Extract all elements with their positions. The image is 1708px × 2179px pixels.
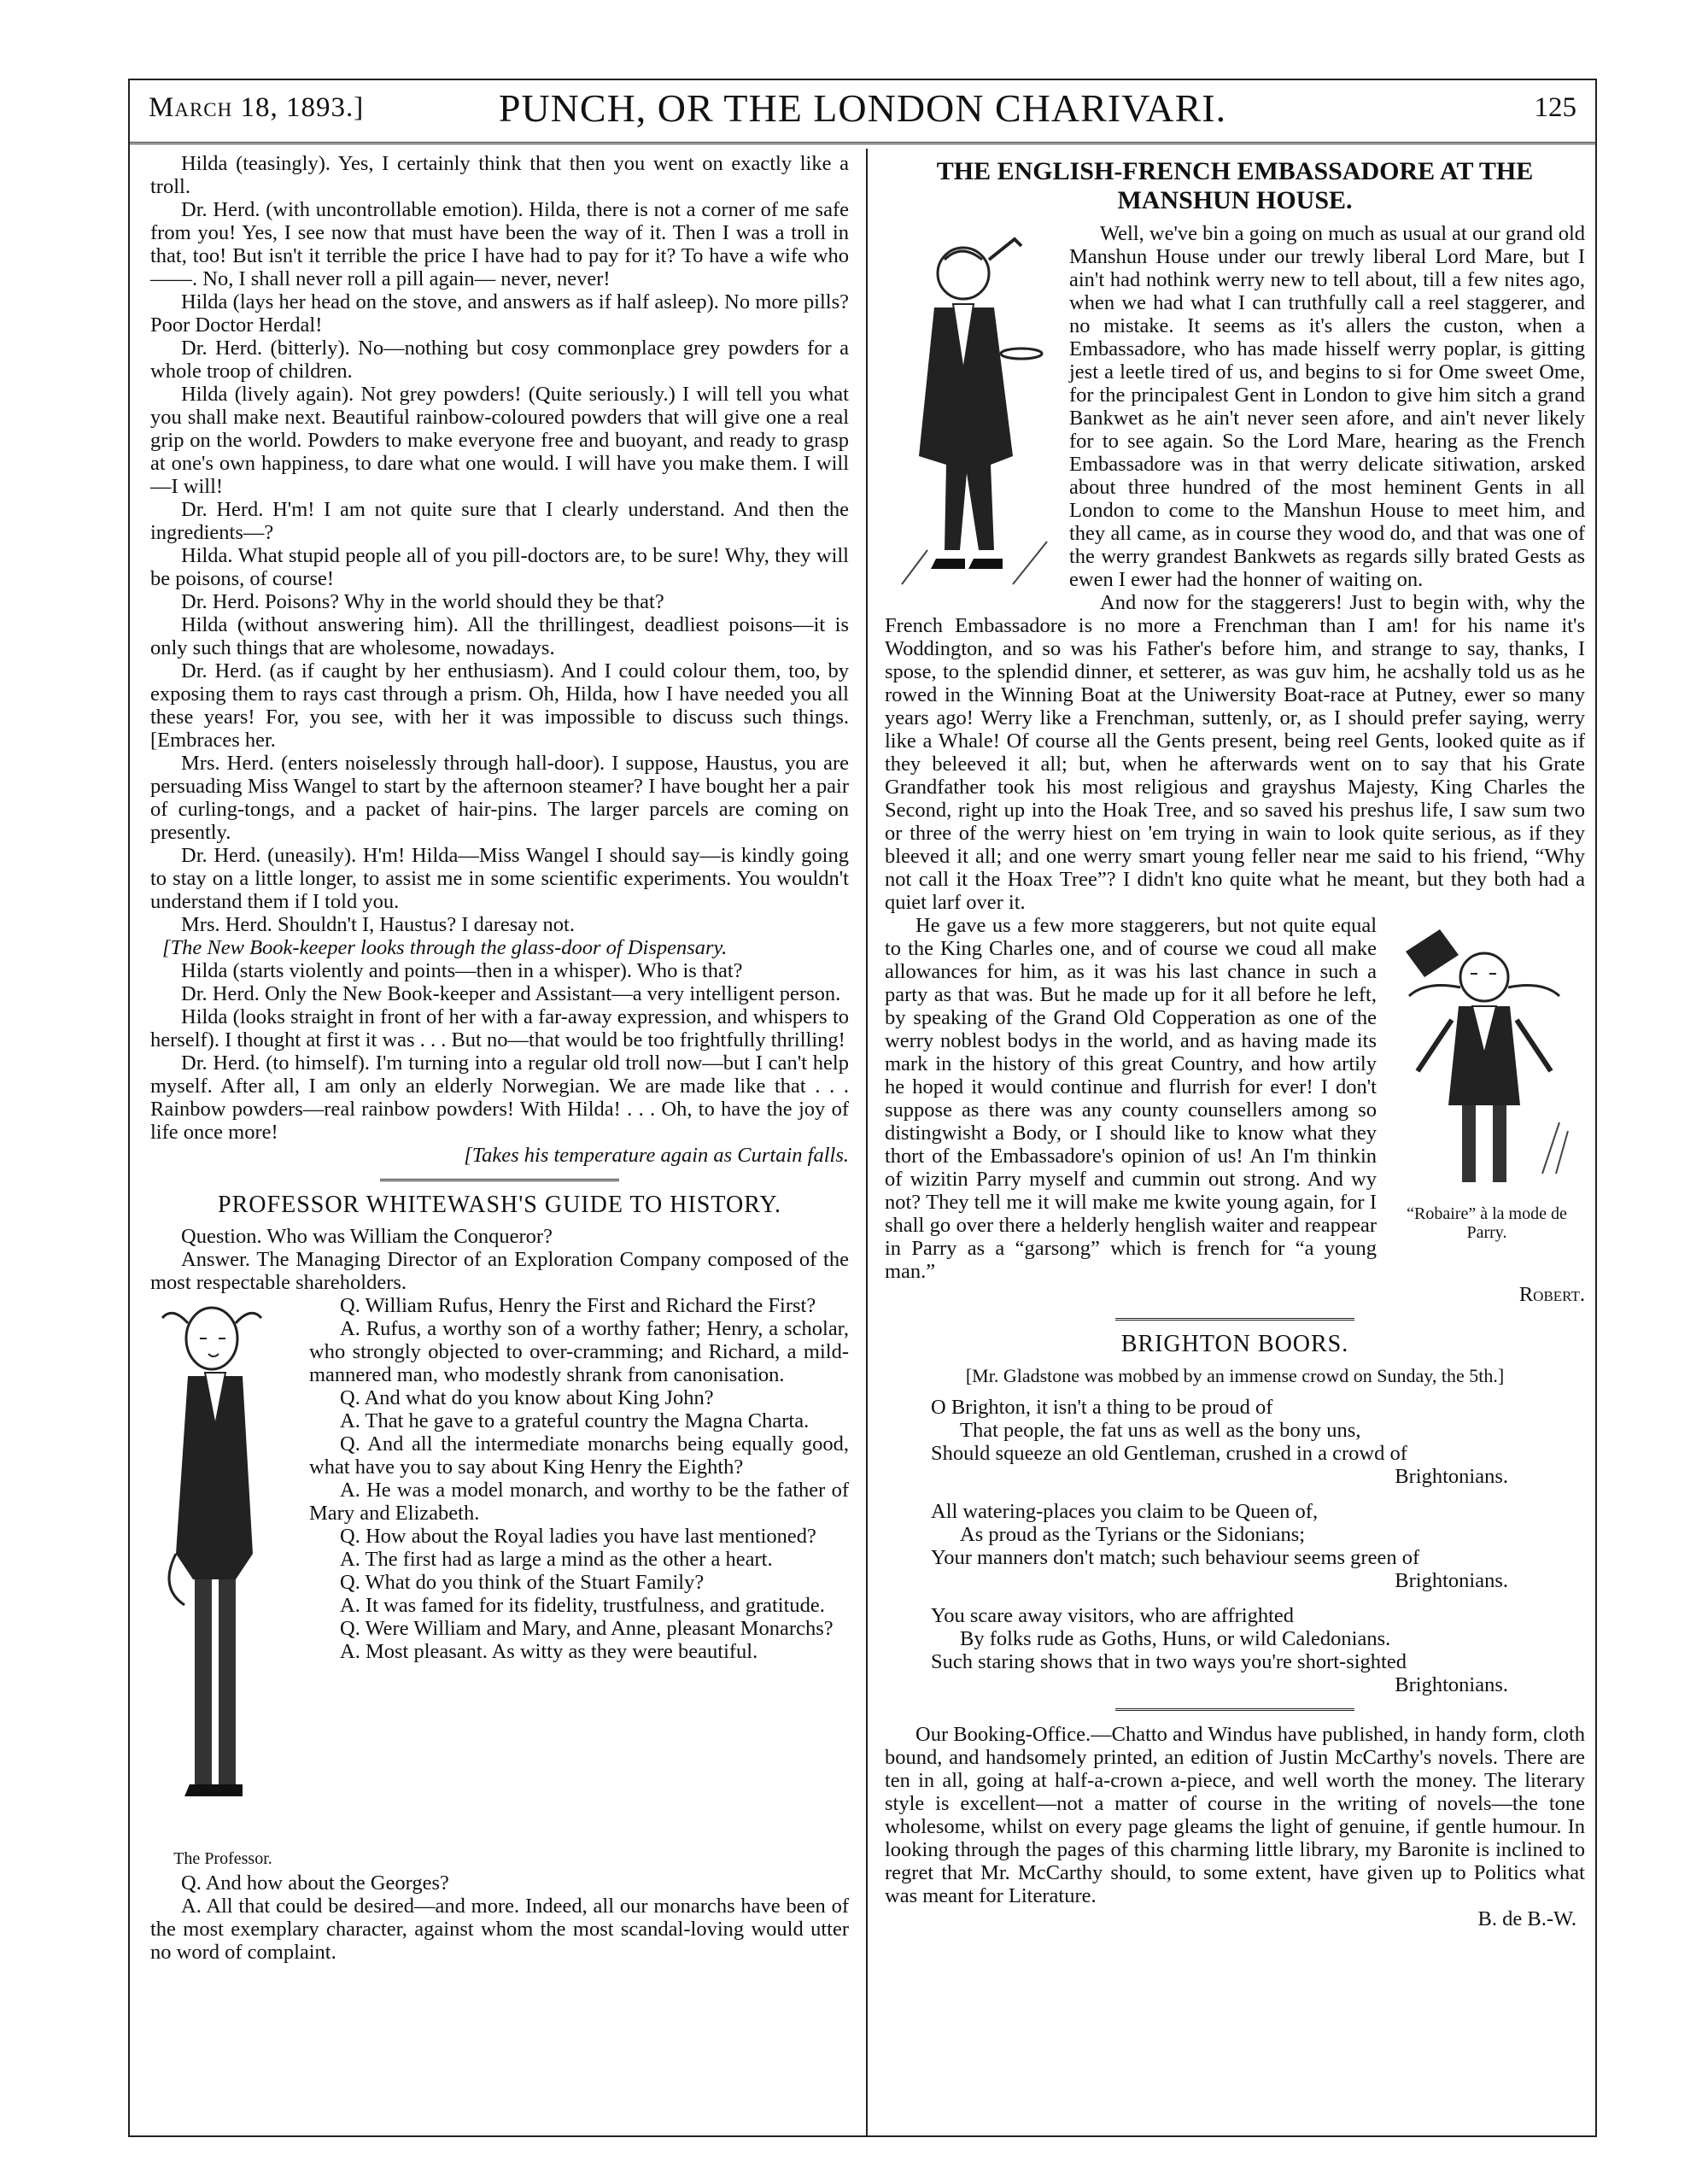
play-dialogue [150,152,849,1167]
verse-line: Should squeeze an old Gentleman, crushed in a crowd of [931,1442,1407,1465]
dialogue-line: Mrs. Herd. Shouldn't I, Haustus? I daresay not. [181,913,575,936]
verse-line: Brightonians. [1395,1465,1508,1488]
professor-illustration [150,1297,295,1868]
verse-line: As proud as the Tyrians or the Sidonians; [960,1523,1306,1546]
page-number: 125 [1534,92,1576,123]
section-rule [1115,1708,1354,1711]
professor-figure-icon [150,1297,295,1844]
qa-line: Q. How about the Royal ladies you have last mentioned? [340,1525,816,1548]
verse-line: O Brighton, it isn't a thing to be proud of [931,1396,1273,1419]
qa-line: Q. And what do you know about King John? [340,1386,714,1409]
professor-caption: The Professor. [173,1849,272,1868]
history-answer: Answer. The Managing Director of an Exploration Company composed of the most respectable shareholders. [150,1248,849,1294]
left-column [150,152,849,1964]
verse-line: Your manners don't match; such behaviour seems green of [931,1546,1420,1569]
waiter-illustration [885,226,1056,606]
embassy-paragraph: And now for the staggerers! Just to begin with, why the French Embassadore is no more a Frenchman than I am! for his name it's Woddington, and so was his Father's before him, and strange to say, thanks, I spose, to the splendid dinner, et setterer, as was guv him, he acshally told us as he rowed in the Winning Boat at the Uniwersity Boat-race at Putney, ewer so many years ago! Werry like a Frenchman, suttenly, or, as I should prefer saying, werry like a Whale! Of course all the Gents present, being reel Gents, looked quite as if they beleeved it all; but, when he afterwards went on to say that his Grate Grandfather took his most religious and grayshus Majesty, King Charles the Second, right up into the Hoak Tree, and so saved his preshus life, I saw sum two or three of the werry hiest on 'em trying in wain to look quite serious, as if they bleeved it all; and one werry smart young feller near me said to his friend, “Why not call it the Hoax Tree”? I didn't kno quite what he meant, but they both had a quiet larf over it. [885,591,1585,914]
section-rule [380,1179,619,1181]
dialogue-line: Hilda (looks straight in front of her with a far-away expression, and whispers to herself). I thought at first it was . . . But no—that would be too frightfully thrilling! [150,1005,849,1051]
verse-line: Such staring shows that in two ways you're short-sighted [931,1650,1407,1673]
dialogue-line: Hilda (without answering him). All the thrillingest, deadliest poisons—it is only such things that are wholesome, nowadays. [150,613,849,659]
dialogue-line: Dr. Herd. Poisons? Why in the world should they be that? [181,590,664,613]
dialogue-line: Hilda (teasingly). Yes, I certainly think that then you went on exactly like a troll. [150,152,849,198]
waiter-figure-icon [885,226,1056,601]
stage-direction: [The New Book-keeper looks through the glass-door of Dispensary. [162,936,728,959]
verse-line: You scare away visitors, who are affrighted [931,1604,1295,1627]
newspaper-page [128,79,1597,2137]
dialogue-line: Dr. Herd. (to himself). I'm turning into a regular old troll now—but I can't help myself. After all, I am only an elderly Norwegian. We are made like that . . . Rainbow powders—real rainbow powders! With Hilda! . . . Oh, to have the joy of life once more! [150,1051,849,1144]
verse-stanza [885,1500,1585,1592]
verse-line: By folks rude as Goths, Huns, or wild Caledonians. [960,1627,1391,1650]
history-question: Question. Who was William the Conqueror? [181,1225,553,1248]
dialogue-line: Hilda (lively again). Not grey powders! (Quite seriously.) I will tell you what you shall make next. Beautiful rainbow-coloured powders that will give one a real grip on the world. Powders to make everyone free and buoyant, and ready to grasp at one's own happiness, to dare what one would. I will have you make them. I will—I will! [150,383,849,498]
brighton-note: [Mr. Gladstone was mobbed by an immense crowd on Sunday, the 5th.] [965,1365,1505,1386]
issue-date: March 18, 1893.] [149,92,365,123]
column-divider [866,149,868,2135]
qa-line: A. That he gave to a grateful country the Magna Charta. [340,1409,810,1432]
embassy-title: THE ENGLISH-FRENCH EMBASSADORE AT THE MANSHUN HOUSE. [936,157,1534,214]
embassy-paragraph: Well, we've bin a going on much as usual at our grand old Manshun House under our trewly liberal Lord Mare, but I ain't had nothink werry new to tell about, till a few nites ago, when we had what I can truthfully call a reel staggerer, and no mistake. It seems as it's allers the custon, when a Embassadore, who has made hisself werry poplar, is gitting jest a leetle tired of us, and begins to si for Ome sweet Ome, for the principalest Gent in London to give him sitch a grand Bankwet as he ain't never seen afore, and ain't never likely for to see again. So the Lord Mare, hearing as the French Embassadore was in that werry delicate sitiwation, arsked about three hundred of the most heminent Gents in all London to come to the Manshun House to meet him, and they all came, as in course they wood do, and that was one of the werry grandest Bankwets as regards silly brated Gests as ewen I ewer had the honner of waiting on. [1069,222,1585,591]
verse-line: Brightonians. [1395,1569,1508,1592]
brighton-title: BRIGHTON BOORS. [1120,1331,1349,1357]
dialogue-line: Mrs. Herd. (enters noiselessly through hall-door). I suppose, Haustus, you are persuading Miss Wangel to start by the afternoon steamer? I have bought her a pair of curling-tongs, and a packet of hair-pins. The larger parcels are coming on presently. [150,752,849,844]
dialogue-line: Dr. Herd. (as if caught by her enthusiasm). And I could colour them, too, by exposing them to rays cast through a prism. Oh, Hilda, how I have needed you all these years! For, you see, with her it was impossible to discuss such things. [Embraces her. [150,659,849,752]
history-title: PROFESSOR WHITEWASH'S GUIDE TO HISTORY. [218,1192,781,1218]
robaire-illustration [1389,917,1585,1242]
dialogue-line: Hilda (lays her head on the stove, and answers as if half asleep). No more pills? Poor Doctor Herdal! [150,290,849,337]
qa-line: A. He was a model monarch, and worthy to be the father of Mary and Elizabeth. [309,1479,849,1525]
qa-line: A. The first had as large a mind as the other a heart. [340,1548,773,1571]
dialogue-line: Dr. Herd. Only the New Book-keeper and Assistant—a very intelligent person. [181,982,841,1005]
booking-office-paragraph: Our Booking-Office.—Chatto and Windus have published, in handy form, cloth bound, and handsomely printed, an edition of Justin McCarthy's novels. There are ten in all, going at half-a-crown a-piece, and well worth the money. The literary style is excellent—not a matter of course in the writing of novels—the tone wholesome, whilst on every page gleams the light of genuine, if gentle humour. In looking through the pages of this charming little library, my Baronite is inclined to regret that Mr. McCarthy should, to some extent, have given up to Politics what was meant for Literature. [885,1723,1585,1907]
dialogue-line: Dr. Herd. (uneasily). H'm! Hilda—Miss Wangel I should say—is kindly going to stay on a little longer, to assist me in some scientific experiments. You wouldn't understand them if I told you. [150,844,849,913]
verse-line: All watering-places you claim to be Queen of, [931,1500,1319,1523]
section-rule [1115,1318,1354,1321]
qa-line: Q. William Rufus, Henry the First and Richard the First? [340,1294,816,1317]
right-column [885,152,1585,1930]
verse-line: Brightonians. [1395,1673,1508,1696]
robaire-figure-icon [1389,917,1585,1199]
masthead-title: PUNCH, OR THE LONDON CHARIVARI. [498,86,1227,130]
qa-line: Q. And how about the Georges? [181,1871,449,1895]
booking-signature: B. de B.-W. [1477,1907,1576,1930]
dialogue-line: Dr. Herd. (with uncontrollable emotion). Hilda, there is not a corner of me safe from you! Yes, I see now that must have been the way of it. Then I was a troll in that, too! But isn't it terrible the price I have had to pay for it? To have a wife who——. No, I shall never roll a pill again— never, never! [150,198,849,290]
verse-stanza [885,1604,1585,1696]
qa-line: A. It was famed for its fidelity, trustfulness, and gratitude. [340,1594,825,1617]
page-header [130,80,1595,144]
qa-line: A. Most pleasant. As witty as they were beautiful. [340,1640,758,1663]
embassy-paragraph: He gave us a few more staggerers, but not quite equal to the King Charles one, and of course we coud all make allowances for him, as it was his last chance in such a party as that was. But he made up for it all before he left, by speaking of the Grand Old Copperation as one of the werry noblest bodys in the world, and as having made its mark in the history of this great Country, and how artily he hoped it would continue and flurrish for ever! I don't suppose as there was any county counsellers among so distingwisht a Body, or I should like to know what they thort of the Embassadore's opinion of us! An I'm thinkin of wizitin Parry myself and cummin out strong. And wy not? They tell me it will make me kwite young again, for I shall go over there a helderly henglish waiter and reappear in Parry as a “garsong” which is french for “a young man.” [885,914,1377,1283]
qa-line: Q. Were William and Mary, and Anne, pleasant Monarchs? [340,1617,834,1640]
curtain-direction: [Takes his temperature again as Curtain falls. [464,1144,849,1167]
robaire-caption: “Robaire” à la mode de Parry. [1407,1204,1567,1242]
dialogue-line: Dr. Herd. H'm! I am not quite sure that I clearly understand. And then the ingredients—? [150,498,849,544]
embassy-signature: Robert. [1518,1283,1585,1306]
dialogue-line: Hilda (starts violently and points—then in a whisper). Who is that? [181,959,743,982]
qa-line: Q. What do you think of the Stuart Family? [340,1571,705,1594]
verse-stanza [885,1396,1585,1488]
dialogue-line: Hilda. What stupid people all of you pill-doctors are, to be sure! Why, they will be poisons, of course! [150,544,849,590]
qa-line: Q. And all the intermediate monarchs being equally good, what have you to say about King Henry the Eighth? [309,1432,849,1479]
verse-line: That people, the fat uns as well as the bony uns, [960,1419,1361,1442]
dialogue-line: Dr. Herd. (bitterly). No—nothing but cosy commonplace grey powders for a whole troop of children. [150,337,849,383]
qa-line: A. Rufus, a worthy son of a worthy father; Henry, a scholar, who strongly objected to over-cramming; and Richard, a mild-mannered man, who modestly shrank from canonisation. [309,1317,849,1386]
qa-line: A. All that could be desired—and more. Indeed, all our monarchs have been of the most exemplary character, against whom the most scandal-loving would utter no word of complaint. [150,1895,849,1964]
